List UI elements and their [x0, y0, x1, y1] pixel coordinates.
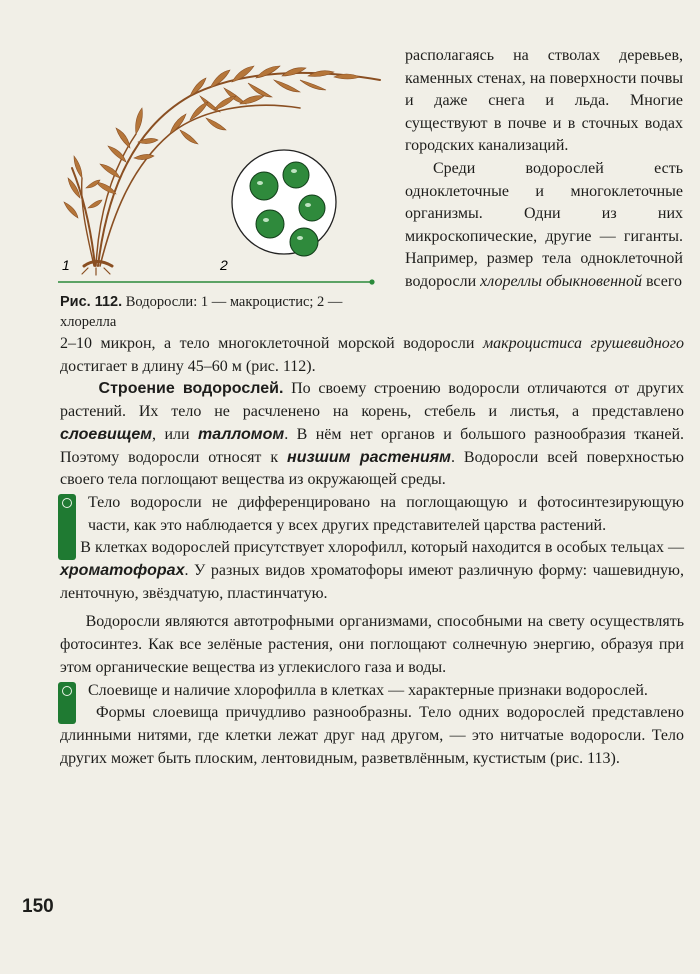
macrocystis-illustration [64, 66, 380, 275]
paragraph-size: 2–10 микрон, а тело многоклеточной морской водоросли макроцистиса грушевидного достигает в длину 45–60 м (рис. 112). [60, 335, 685, 375]
page-number: 150 [22, 896, 54, 917]
caption-text: Водоросли: 1 — макроцистис; 2 — хлорелла [60, 294, 343, 330]
figure-label-2: 2 [220, 257, 228, 273]
chlorella-illustration [232, 150, 336, 256]
paragraph-autotrophs: Водоросли являются автотрофными организмами, способными на свету осуществлять фотосинтез. Как все зелёные растения, они поглощают солнечную энергию, образуя при этом органические вещества из углекислого газа и воды. [60, 613, 684, 676]
paragraph-structure: Строение водорослей. По своему строению водоросли отличаются от других растений. Их тело не расчленено на корень, стебель и листья, а представлено слоевищем, или талломом. В нём нет органов и большого разнообразия тканей. Поэтому водоросли относят к низшим растениям. Водоросли всей поверхностью своего тела поглощают вещества из окружающей среды. [60, 380, 685, 489]
text-vsego: всего [645, 272, 682, 290]
figure-caption [60, 292, 395, 332]
caption-number: Рис. 112. [60, 294, 123, 310]
key-statement-1: Тело водоросли не дифференцировано на поглощающую и фотосинтезирующую части, как это наблюдается у всех других представителей царства растений. [58, 492, 684, 537]
main-text [60, 333, 685, 770]
paragraph-chlorophyll: В клетках водорослей присутствует хлорофилл, который находится в особых тельцах — хроматофорах. У разных видов хроматофоры имеют различную форму: чашевидную, ленточную, звёздчатую, пластинчатую. [60, 539, 685, 602]
term-chromatophores: хроматофорах [60, 562, 185, 580]
paragraph-habitat: располагаясь на стволах деревьев, каменных стенах, на поверхности почвы и даже снега и льда. Многие существуют в почве и в сточных водах городских канализаций. [405, 47, 683, 155]
key-statement-2: Слоевище и наличие хлорофилла в клетках — характерные признаки водорослей. [58, 680, 684, 703]
term-lower-plants: низшим растениям [287, 448, 452, 466]
term-tallom: талломом [198, 425, 285, 443]
right-column [405, 45, 683, 294]
term-macrocystis: макроцистиса грушевидного [482, 335, 685, 352]
figure-label-1: 1 [62, 257, 70, 273]
paragraph-forms: Формы слоевища причудливо разнообразны. Тело одних водорослей представлено длинными нитями, где клетки лежат друг над другом, — это нитчатые водоросли. Тело других может быть плоским, лентовидным, разветвлённым, кустистым (рис. 113). [60, 704, 685, 767]
paragraph-size-intro: Среди водорослей есть одноклеточные и многоклеточные организмы. Одни из них микроскопические, другие — гиганты. Например, размер тела одноклеточной водоросли хлореллы обыкновенной всего [405, 159, 683, 290]
key-marker-icon [58, 494, 76, 560]
term-chlorella: хлореллы обыкновенной [480, 272, 642, 290]
section-title: Строение водорослей. [98, 380, 284, 398]
key-marker-icon [58, 682, 76, 724]
term-thallus: слоевищем [60, 425, 153, 443]
algae-figure [50, 38, 390, 298]
